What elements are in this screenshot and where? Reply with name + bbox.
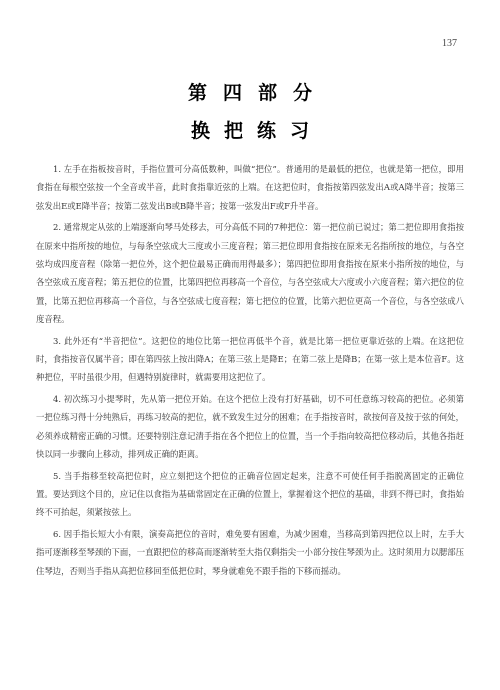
paragraph-3: 3. 此外还有“半音把位”。这把位的地位比第一把位再低半个音，就是比第一把位更靠近弦的上端。在这把位时，食指按音仅属半音；即在第四弦上按出降A；在第三弦上是降E；在第二弦上是降B；在第一弦上是本位音F。这种把位，平时虽很少用，但遇特别旋律时，就需要用这把位了。 (36, 335, 464, 383)
paragraph-2: 2. 通常规定从弦的上端逐渐向琴马处移去，可分高低不同的7种把位：第一把位前已说过；第二把位即用食指按在原来中指所按的地位，与每条空弦成大三度或小三度音程；第三把位即用食指按在原来无名指所按的地位，与各空弦均成四度音程（除第一把位外，这个把位最易正确而用得最多）；第四把位即用食指按在原来小指所按的地位，与各空弦成五度音程；第五把位的位置，比第四把位再移高一个音位，与各空弦成大六度或小六度音程；第六把位的位置，比第五把位再移高一个音位，与各空弦成七度音程；第七把位的位置，比第六把位更高一个音位，与各空弦成八度音程。 (36, 222, 464, 325)
paragraph-6: 6. 因手指长短大小有限，演奏高把位的音时，难免要有困难，为减少困难，当移高到第四把位以上时，左手大指可逐渐移至琴颈的下面，一直跟把位的移高而逐渐转至大指仅剩指尖一小部分按住琴颈为止。这时须用力以腮部压住琴边，否则当手指从高把位移回至低把位时，琴身就难免不跟手指的下移而摇动。 (36, 528, 464, 576)
part-title: 第四部分 (187, 82, 328, 104)
body-text (36, 160, 464, 583)
chapter-title: 换把练习 (190, 120, 323, 142)
paragraph-5: 5. 当手指移至较高把位时，应立刻把这个把位的正确音位固定起来，注意不可使任何手指脱离固定的正确位置。要达到这个目的，应记住以食指为基础常固定在正确的位置上，掌握着这个把位的基础，非到不得已时，食指始终不可抬起，须紧按弦上。 (36, 470, 464, 518)
paragraph-4: 4. 初次练习小提琴时，先从第一把位开始。在这个把位上没有打好基础，切不可任意练习较高的把位。必须第一把位练习得十分纯熟后，再练习较高的把位，就不致发生过分的困难；在手指按音时，欲按何音及按于弦的何处，必须养成精密正确的习惯。还要特别注意记清手指在各个把位上的位置，当一个手指向较高把位移动后，其他各指赶快以同一步骤向上移动，排列成正确的距离。 (36, 393, 464, 460)
page-number: 137 (442, 38, 457, 49)
paragraph-1: 1. 左手在指板按音时，手指位置可分高低数种，叫做“把位”。普通用的是最低的把位，也就是第一把位，即用食指在每根空弦按一个全音或半音，此时食指靠近弦的上端。在这把位时，食指按第四弦发出A或A降半音；按第三弦发出E或E降半音；按第二弦发出B或B降半音；按第一弦发出F或F升半音。 (36, 164, 464, 211)
